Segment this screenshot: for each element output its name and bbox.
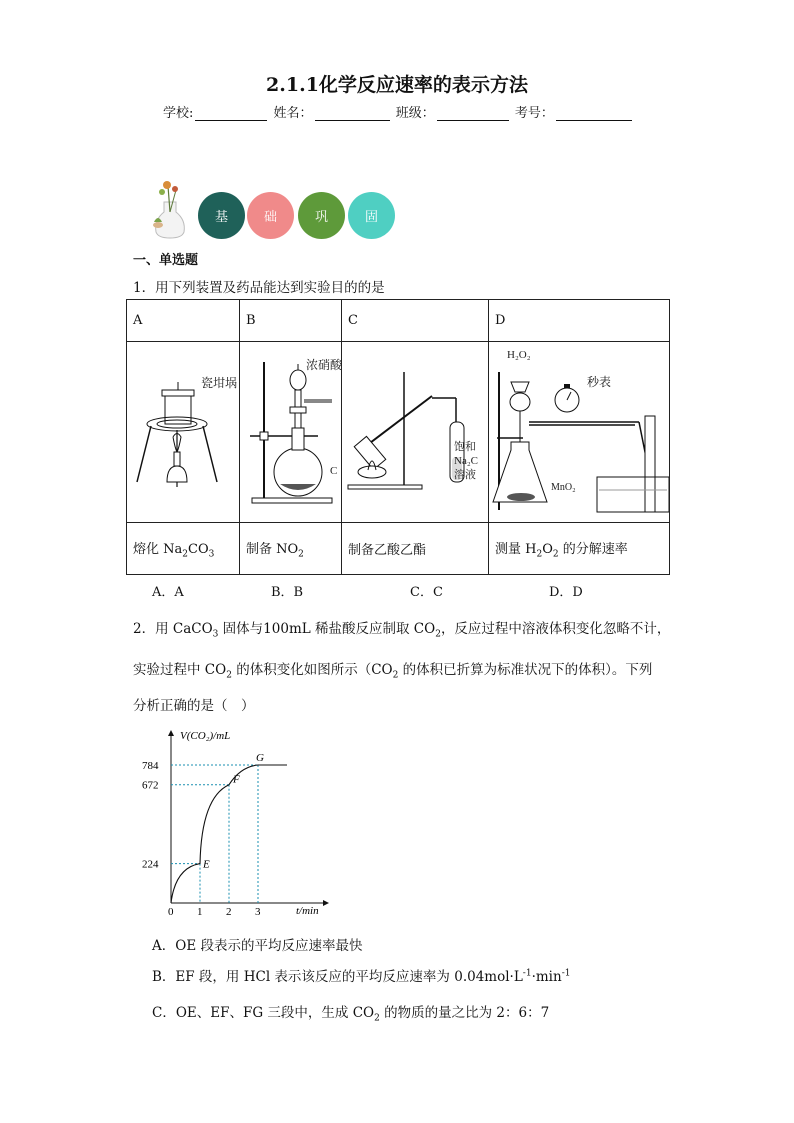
y-tick-label: 224 [142, 858, 159, 871]
h2o2-label: H₂O₂ [507, 349, 531, 361]
purpose-row [127, 523, 670, 575]
section-heading: 一、单选题 [133, 253, 199, 268]
crucible-tripod-diagram [127, 342, 239, 518]
purpose-b: 制备 $NO_2$ [240, 523, 342, 575]
name-label: 姓名： [273, 106, 313, 121]
purpose-c: 制备乙酸乙酯 [342, 523, 489, 575]
q1-choice-d[interactable]: D．D [549, 585, 583, 600]
page-title: 2.1.1化学反应速率的表示方法 [266, 74, 528, 96]
table-header-row [127, 300, 670, 342]
school-field[interactable] [195, 106, 267, 121]
apparatus-table [126, 299, 670, 575]
badge-ji: 基 [198, 192, 245, 239]
q2-option-b[interactable]: B．EF 段，用 HCl 表示该反应的平均反应速率为 $0.04mol\cdot L^{-1}\cdot\min^{-1}$ [152, 968, 571, 985]
q2-line3: 分析正确的是（ ） [133, 698, 255, 714]
vase-plant-icon [148, 178, 192, 240]
point-label-G: G [256, 752, 264, 764]
no2-prep-diagram [240, 342, 341, 518]
q2-line1: 2．用 CaCO$_3$ 固体与100mL 稀盐酸反应制取 $CO_2$，反应过程中溶液体积变化忽略不计， [133, 621, 671, 640]
purpose-a: 熔化 $Na_2CO_3$ [127, 523, 240, 575]
apparatus-row [127, 342, 670, 523]
purpose-d: 测量 $H_2O_2$ 的分解速率 [489, 523, 670, 575]
solution-label: 溶液 [454, 469, 476, 481]
class-label: 班级： [395, 106, 435, 121]
x-axis-label: t/min [296, 905, 319, 917]
header-c: C [342, 300, 489, 342]
ethyl-acetate-diagram [342, 342, 488, 518]
x-tick-label: 0 [168, 906, 174, 918]
header-d: D [489, 300, 670, 342]
apparatus-c [342, 342, 489, 523]
q2-line2: 实验过程中 $CO_2$ 的体积变化如图所示（$CO_2$ 的体积已折算为标准状况下的体积）。下列 [133, 662, 653, 681]
school-label: 学校: [163, 106, 194, 121]
exam-no-label: 考号： [514, 106, 554, 121]
mno2-label: MnO₂ [551, 482, 576, 493]
y-axis-label: V(CO₂)/mL [180, 730, 231, 742]
badge-gu: 固 [348, 192, 395, 239]
student-info [163, 102, 634, 121]
header-b: B [240, 300, 342, 342]
crucible-label: 瓷坩埚 [201, 376, 238, 390]
h2o2-decomp-diagram [489, 342, 669, 518]
apparatus-b [240, 342, 342, 523]
q2-option-a[interactable]: A．OE 段表示的平均反应速率最快 [152, 938, 363, 954]
header-a: A [127, 300, 240, 342]
q1-choice-a[interactable]: A．A [152, 585, 184, 600]
point-label-F: F [233, 773, 240, 786]
q2-option-c[interactable]: C．OE、EF、FG 三段中，生成 $CO_2$ 的物质的量之比为 2：6：7 [152, 1005, 550, 1024]
x-tick-label: 3 [255, 906, 261, 918]
q1-choice-c[interactable]: C．C [410, 585, 443, 600]
q1-choice-b[interactable]: B．B [271, 585, 304, 600]
class-field[interactable] [437, 106, 509, 121]
x-tick-label: 2 [226, 906, 232, 918]
y-tick-label: 672 [142, 779, 159, 792]
apparatus-a [127, 342, 240, 523]
q1-stem: 1．用下列装置及药品能达到实验目的的是 [133, 280, 385, 296]
apparatus-d [489, 342, 670, 523]
co2-volume-chart [140, 725, 340, 925]
badge-chu: 础 [247, 192, 294, 239]
exam-no-field[interactable] [556, 106, 632, 121]
point-label-E: E [203, 858, 210, 871]
y-tick-label: 784 [142, 760, 159, 772]
timer-label: 秒表 [587, 375, 612, 389]
cu-label: C [330, 465, 338, 477]
conc-nitric-label: 浓硝酸 [306, 358, 341, 372]
name-field[interactable] [315, 106, 390, 121]
saturated-label: 饱和 [454, 441, 476, 453]
x-tick-label: 1 [197, 906, 203, 918]
na2co3-label: Na₂C [454, 455, 478, 467]
badge-gong: 巩 [298, 192, 345, 239]
